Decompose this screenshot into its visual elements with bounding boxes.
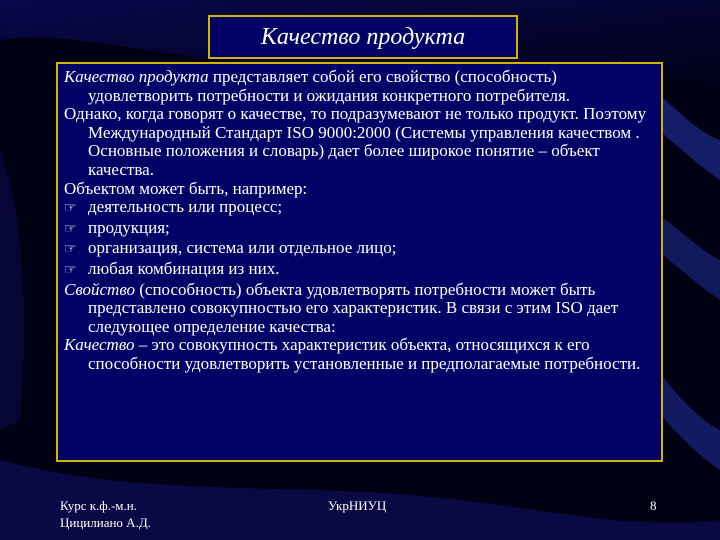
paragraph-text: представляет собой его свойство (способность) удовлетворить потребности и ожидания конкретного потребителя. bbox=[88, 67, 571, 105]
pointing-hand-icon: ☞ bbox=[64, 201, 77, 217]
paragraph-quality-definition bbox=[64, 336, 655, 373]
list-item bbox=[64, 260, 655, 281]
pointing-hand-icon: ☞ bbox=[64, 262, 77, 278]
list-item-text: продукция; bbox=[88, 217, 170, 237]
paragraph-text: (способность) объекта удовлетворять потребности может быть представлено совокупностью его характеристик. В связи с этим ISO дает следующее определение качества: bbox=[88, 279, 619, 336]
slide-title: Качество продукта bbox=[208, 15, 518, 59]
footer-course: Курс к.ф.-м.н. bbox=[60, 498, 137, 513]
footer-name: Цицилиано А.Д. bbox=[60, 515, 151, 530]
pointing-hand-icon: ☞ bbox=[64, 242, 77, 258]
list-item bbox=[64, 239, 655, 260]
list-item bbox=[64, 198, 655, 219]
content-panel bbox=[56, 62, 663, 462]
paragraph-property bbox=[64, 281, 655, 337]
list-item-text: организация, система или отдельное лицо; bbox=[88, 238, 397, 258]
paragraph-object-examples: Объектом может быть, например: bbox=[64, 178, 308, 198]
term-product-quality: Качество продукта bbox=[64, 67, 209, 86]
list-item-text: деятельность или процесс; bbox=[88, 197, 283, 217]
paragraph-text: – это совокупность характеристик объекта, относящихся к его способности удовлетворить установленные и предполагаемые потребности. bbox=[88, 335, 641, 373]
paragraph-product-quality bbox=[64, 68, 655, 105]
footer-organization: УкрНИУЦ bbox=[328, 498, 387, 513]
pointing-hand-icon: ☞ bbox=[64, 221, 77, 237]
footer-author bbox=[60, 497, 200, 531]
term-property: Свойство bbox=[64, 279, 135, 299]
page-number: 8 bbox=[650, 498, 657, 513]
list-item bbox=[64, 219, 655, 240]
term-quality: Качество bbox=[64, 335, 135, 355]
list-item-text: любая комбинация из них. bbox=[88, 258, 280, 278]
paragraph-iso-standard: Однако, когда говорят о качестве, то подразумевают не только продукт. Поэтому Международный Стандарт ISO 9000:2000 (Системы управления качеством . Основные положения и словарь) дает более широкое понятие – объект качества. bbox=[64, 104, 647, 179]
